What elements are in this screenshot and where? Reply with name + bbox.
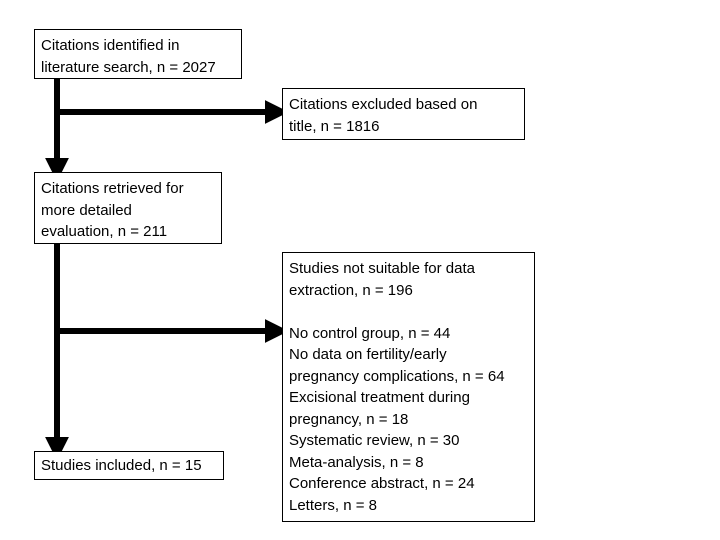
exclusion-reason: Letters, n = 8 (289, 496, 377, 514)
box-line: extraction, n = 196 (289, 281, 413, 299)
box-line: Citations identified in (41, 37, 180, 54)
box-citations-excluded-title (282, 88, 525, 140)
box-spacer (289, 301, 528, 323)
box-line: Citations retrieved for (41, 180, 184, 197)
box-line: more detailed (41, 201, 132, 219)
box-line: evaluation, n = 211 (41, 223, 168, 240)
exclusion-reason: pregnancy, n = 18 (289, 410, 409, 428)
box-citations-identified (34, 29, 242, 79)
box-line: Citations excluded based on (289, 96, 478, 113)
box-citations-retrieved (34, 172, 222, 244)
exclusion-reason: No data on fertility/early (289, 346, 447, 363)
exclusion-reason: No control group, n = 44 (289, 324, 451, 342)
box-line: title, n = 1816 (289, 117, 380, 135)
box-studies-included (34, 451, 224, 480)
box-line: literature search, n = 2027 (41, 58, 216, 76)
exclusion-reason: Conference abstract, n = 24 (289, 475, 475, 492)
exclusion-reason: Meta-analysis, n = 8 (289, 453, 424, 471)
exclusion-reason: Systematic review, n = 30 (289, 432, 460, 449)
box-line: Studies not suitable for data (289, 260, 475, 277)
exclusion-reason: pregnancy complications, n = 64 (289, 367, 505, 385)
box-studies-not-suitable (282, 252, 535, 522)
box-line: Studies included, n = 15 (41, 457, 202, 474)
exclusion-reason: Excisional treatment during (289, 389, 470, 406)
